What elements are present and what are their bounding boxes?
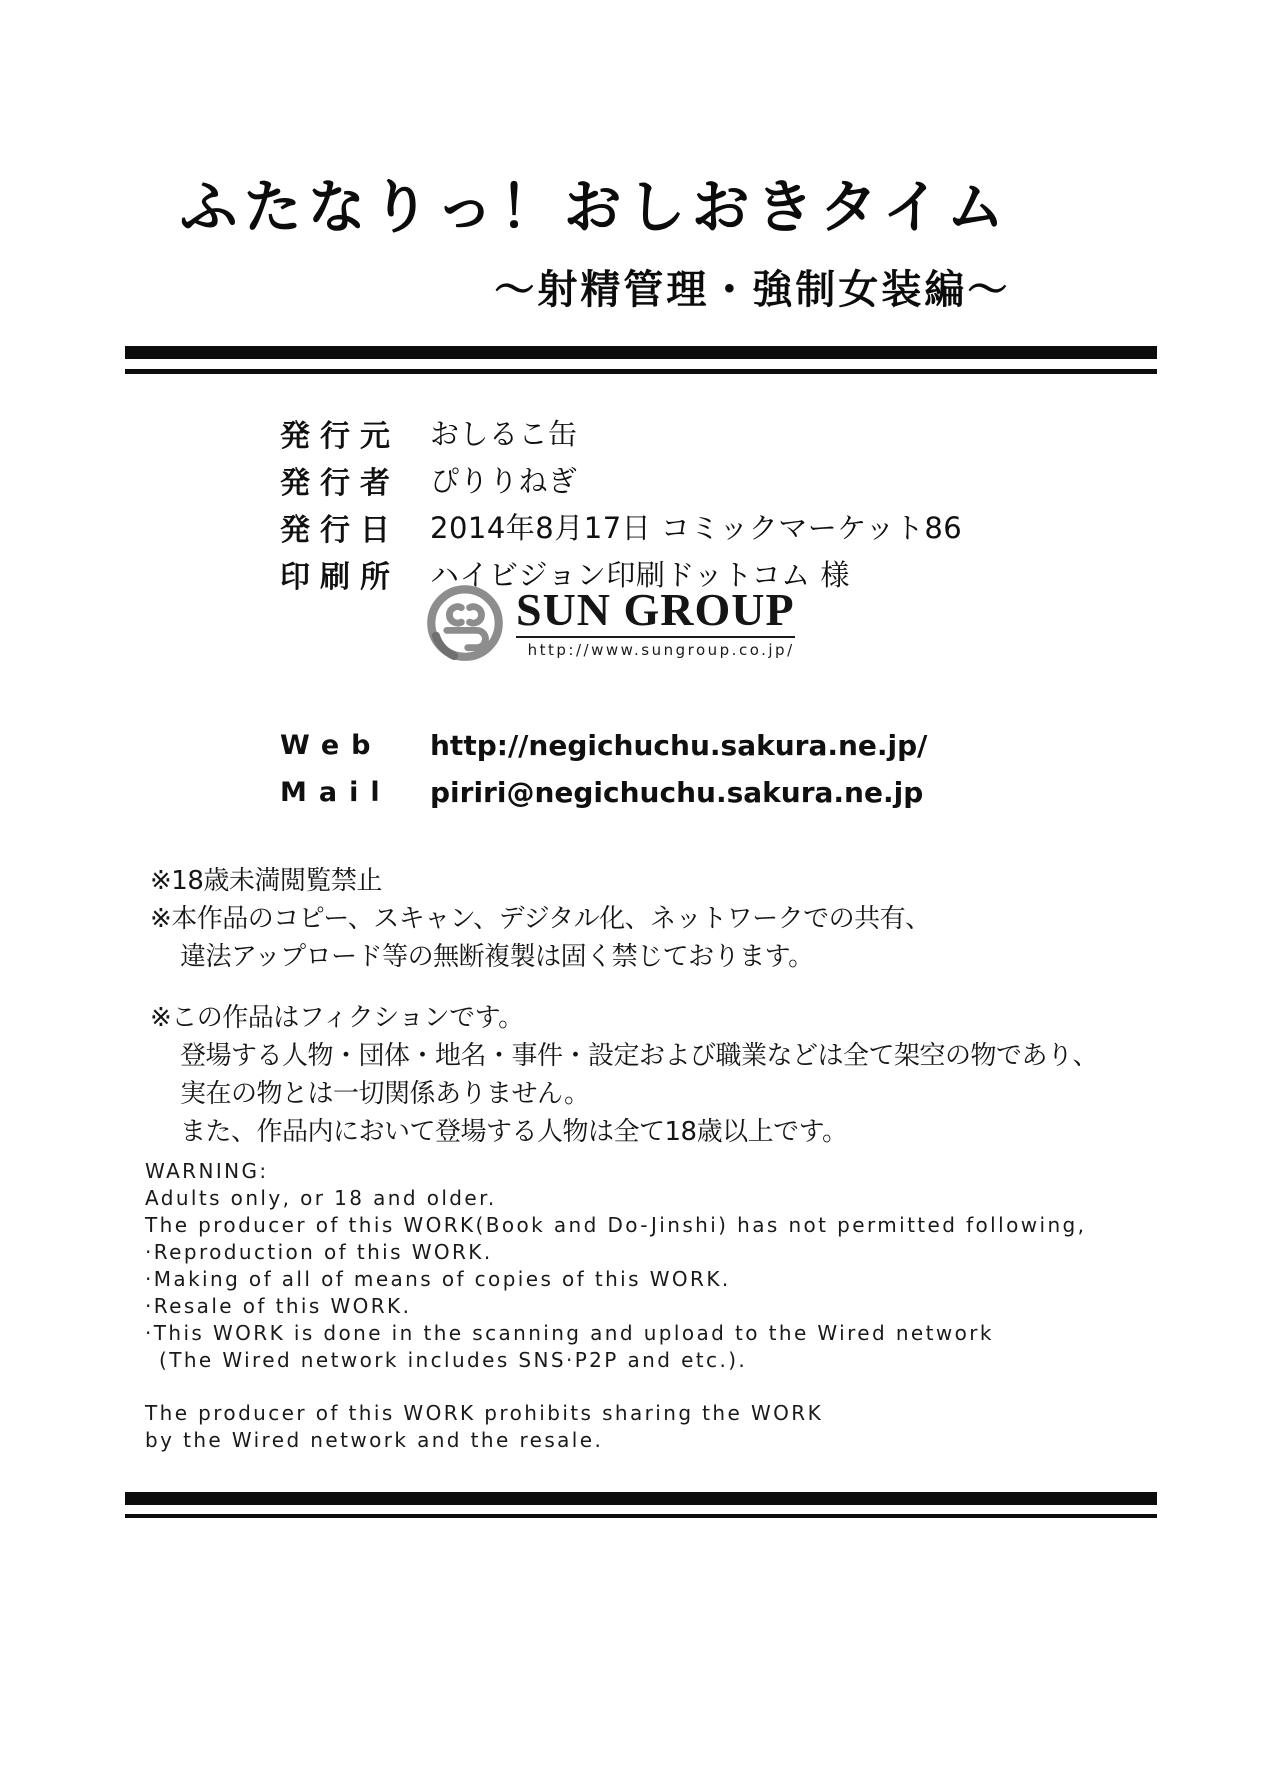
- warning-line: Adults only, or 18 and older.: [145, 1186, 497, 1210]
- publish-date-label: 発行日: [280, 512, 400, 548]
- notice-line: 登場する人物・団体・地名・事件・設定および職業などは全て架空の物であり、: [180, 1041, 1099, 1071]
- warning-line: ·Reproduction of this WORK.: [145, 1240, 493, 1264]
- notice-line: ※18歳未満閲覧禁止: [150, 866, 382, 896]
- mail-label: Mail: [280, 777, 392, 808]
- page-title: ふたなりっ！おしおきタイム: [179, 173, 1011, 241]
- top-divider-thick-rule: [125, 346, 1157, 359]
- warning-line: ·Resale of this WORK.: [145, 1294, 412, 1318]
- web-url: http://negichuchu.sakura.ne.jp/: [430, 729, 928, 762]
- notice-line: ※本作品のコピー、スキャン、デジタル化、ネットワークでの共有、: [150, 904, 931, 934]
- publisher-value: おしるこ缶: [430, 417, 578, 451]
- publisher-label: 発行元: [280, 418, 400, 454]
- bottom-divider: [125, 1492, 1157, 1518]
- warning-line: The producer of this WORK prohibits sharing the WORK: [145, 1401, 824, 1425]
- colophon-row-author: [280, 456, 962, 503]
- printer-logo-block: [424, 583, 795, 665]
- printer-logo-text: [516, 583, 795, 659]
- printer-logo-name: SUN GROUP: [516, 584, 795, 635]
- bottom-divider-thin-rule: [125, 1514, 1157, 1518]
- author-label: 発行者: [280, 465, 400, 501]
- notice-fiction-block: [150, 999, 1098, 1151]
- sun-group-logo-icon: [424, 583, 506, 665]
- colophon-row-publish-date: [280, 503, 962, 550]
- title-block: [120, 160, 1070, 315]
- warning-footer: [145, 1400, 1086, 1454]
- colophon-table: [280, 409, 962, 597]
- warning-line: ·Making of all of means of copies of this WORK.: [145, 1267, 731, 1291]
- contact-table: [280, 722, 927, 816]
- notice-line: また、作品内において登場する人物は全て18歳以上です。: [180, 1117, 848, 1147]
- english-warning-block: [145, 1158, 1086, 1454]
- warning-line: The producer of this WORK(Book and Do-Jinshi) has not permitted following,: [145, 1213, 1087, 1237]
- top-divider: [125, 346, 1157, 374]
- publish-date-value: 2014年8月17日 コミックマーケット86: [430, 511, 963, 545]
- mail-address: piriri@negichuchu.sakura.ne.jp: [430, 776, 924, 809]
- warning-line: by the Wired network and the resale.: [145, 1428, 604, 1452]
- printer-logo-url: http://www.sungroup.co.jp/: [516, 636, 795, 659]
- colophon-row-publisher: [280, 409, 962, 456]
- warning-line: ·This WORK is done in the scanning and upload to the Wired network: [145, 1321, 994, 1345]
- title-inner: [180, 160, 1011, 315]
- contact-row-web: [280, 722, 927, 769]
- top-divider-thin-rule: [125, 369, 1157, 374]
- author-value: ぴりりねぎ: [430, 464, 578, 498]
- page-subtitle: ～射精管理・強制女装編～: [494, 267, 1011, 313]
- bottom-divider-thick-rule: [125, 1492, 1157, 1505]
- notice-adult-block: [150, 862, 931, 976]
- notice-line: 違法アップロード等の無断複製は固く禁じております。: [180, 942, 814, 972]
- notice-line: 実在の物とは一切関係ありません。: [180, 1079, 590, 1109]
- warning-line: WARNING:: [145, 1159, 269, 1183]
- warning-line: (The Wired network includes SNS·P2P and etc.).: [159, 1348, 748, 1372]
- web-label: Web: [280, 730, 383, 761]
- notice-line: ※この作品はフィクションです。: [150, 1003, 524, 1033]
- contact-row-mail: [280, 769, 927, 816]
- printer-label: 印刷所: [280, 559, 400, 595]
- printer-value: ハイビジョン印刷ドットコム 様: [430, 558, 850, 592]
